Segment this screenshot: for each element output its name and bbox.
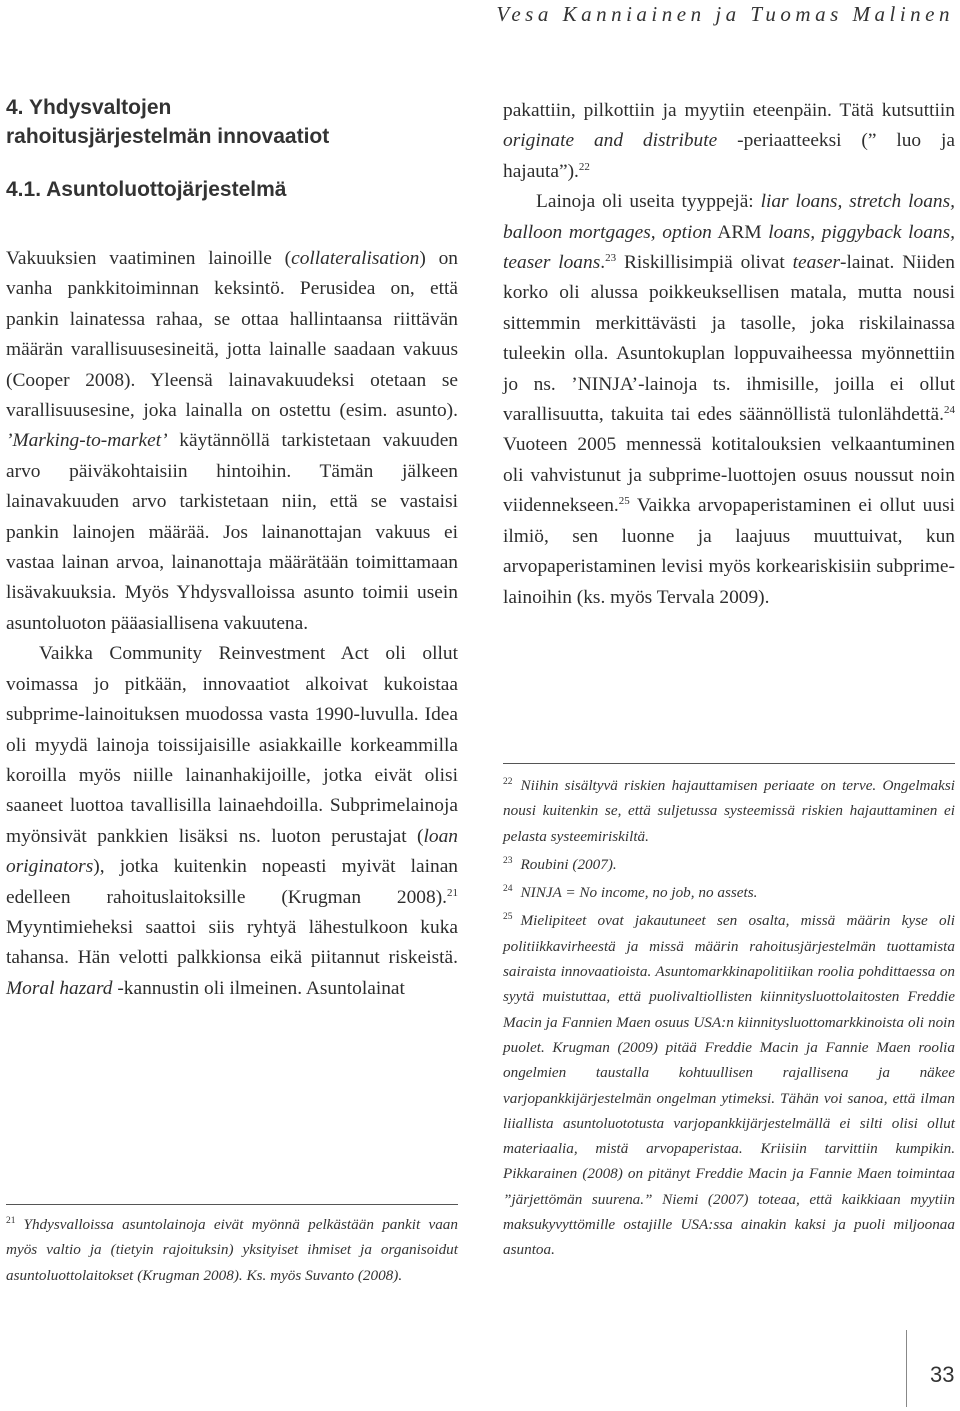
- text-run: -lainat. Niiden korko oli alussa poikkeuksellisen matala, mutta nousi sittemmin merkittävästi ja tasolle, joka riskilainassa tuleekin olla. Asuntokuplan loppuvaiheessa myönnettiin jo ns. ’NINJA’-lainoja ts. ihmisille, joilla ei ollut varallisuutta, takuita tai edes säännöllistä tulonlähdettä.: [503, 252, 955, 426]
- right-paragraph-2: [503, 187, 955, 613]
- italic-term: liar loans, stretch loans, balloon mortgages, option: [503, 191, 955, 243]
- footnotes-left: [6, 1212, 458, 1291]
- footnote-25: [503, 908, 955, 1262]
- text-run: -periaatteeksi (” luo ja hajauta”).: [503, 130, 955, 182]
- footnote-24: [503, 880, 955, 905]
- footnote-21: [6, 1212, 458, 1288]
- text-run: ) on vanha pankkitoiminnan keksintö. Perusidea on, että pankin lainatessa rahaa, se ottaa hallintaansa riittävän määrän varallisuusesineitä, jotta lainalle saadaan vakuus (Cooper 2008). Yleensä lainavakuudeksi otetaan se varallisuusesine, joka lainalla on ostettu (esim. asunto).: [6, 248, 458, 422]
- footnote-number: 25: [503, 912, 513, 923]
- chapter-heading: [6, 93, 458, 151]
- footnote-number: 24: [503, 884, 513, 895]
- section-heading: 4.1. Asuntoluottojärjestelmä: [6, 178, 287, 201]
- text-run: Vuoteen 2005 mennessä kotitalouksien velkaantuminen oli vahvistunut ja subprime-luottojen osuus noussut noin viidennekseen.: [503, 434, 955, 517]
- footnote-ref[interactable]: 25: [618, 495, 630, 508]
- footnote-number: 21: [6, 1216, 16, 1226]
- text-run: Riskillisimpiä olivat: [616, 252, 793, 274]
- footnote-23: [503, 852, 955, 877]
- footnote-ref[interactable]: 21: [447, 886, 458, 899]
- text-run: Vakuuksien vaatiminen lainoille (: [6, 248, 292, 269]
- footnote-divider-right: [503, 763, 955, 764]
- text-run: Myyntimieheksi saattoi siis ryhtyä lähestulkoon kuka tahansa. Hän velotti palkkionsa eikä piitannut riskeistä.: [6, 916, 458, 969]
- footnote-divider-left: [6, 1204, 458, 1205]
- italic-term: ’Marking-to-market’: [6, 430, 168, 452]
- text-run: käytännöllä tarkistetaan vakuuden arvo päiväkohtaisiin hintoihin. Tämän jälkeen lainavakuuden arvo tarkistetaan niin, että se vastaisi pankin lainojen määrää. Jos lainanottajan vakuus ei vastaa lainan arvoa, lainanottaja määrätään toimittamaan lisävakuuksia. Myös Yhdysvalloissa asunto toimii usein asuntoluoton pääasiallisena vakuutena.: [6, 430, 458, 634]
- footnote-text: Mielipiteet ovat jakautuneet sen osalta, missä määrin kyse oli politiikkavirheestä ja missä määrin rahoitusjärjestelmän tuottamista sairaista innovaatioista. Asuntomarkkinapolitiikan roolia pohdittaessa on syytä muistuttaa, että puolivaltiollisten kiinnitysluottolaitosten Freddie Macin ja Fannien Maen osuus USA:n kiinnitysluottomarkkinoista oli noin puolet. Krugman (2009) pitää Freddie Macin ja Fannie Maen roolia ongelmien taustalla kohtuullisen rajallisena ja näkee varjopankkijärjestelmän ongelman ytimeksi. Tähän voi sanoa, että ilman liiallista asuntoluototusta varjopankkijärjestelmällä ei silti olisi ollut materiaalia, mistä arvopaperistaa. Kriisiin tarvittiin kumpikin. Pikkarainen (2008) on pitänyt Freddie Macin ja Fannie Maen toimintaa ”järjettömän suurena.” Niemi (2007) toteaa, että kaikkiaan myytiin maksukyvyttömille ostajille USA:ssa ainakin kaksi ja puoli miljoonaa asuntoa.: [503, 912, 955, 1259]
- italic-term: Moral hazard: [6, 977, 113, 999]
- italic-term: loans, piggyback loans, teaser loans: [503, 221, 955, 274]
- text-run: Vaikka arvopaperistaminen ei ollut uusi ilmiö, sen luonne ja laajuus muuttuivat, kun arvopaperistaminen levisi myös korkeariskisiin subprime-lainoihin (ks. myös Tervala 2009).: [503, 495, 955, 608]
- running-head: Vesa Kanniainen ja Tuomas Malinen: [496, 2, 954, 26]
- footnote-number: 22: [503, 777, 513, 787]
- text-run: -kannustin oli ilmeinen. Asuntolainat: [112, 977, 405, 999]
- footnote-ref[interactable]: 24: [944, 404, 955, 417]
- left-paragraph-2: [6, 639, 458, 1004]
- text-run: Lainoja oli useita tyyppejä:: [536, 191, 761, 213]
- footnote-text: NINJA = No income, no job, no assets.: [520, 884, 758, 902]
- italic-term: teaser: [792, 252, 840, 274]
- footnote-22: [503, 773, 955, 849]
- right-paragraph-1: [503, 96, 955, 187]
- page-number-divider: [906, 1330, 907, 1407]
- left-column-body: [6, 244, 458, 1004]
- page-number: 33: [930, 1362, 955, 1387]
- text-run: pakattiin, pilkottiin ja myytiin eteenpäin. Tätä kutsuttiin: [503, 100, 955, 121]
- italic-term: originate and distribute: [503, 130, 718, 152]
- text-run: ARM: [711, 221, 769, 243]
- footnotes-right: [503, 773, 955, 1266]
- footnote-text: Niihin sisältyvä riskien hajauttamisen periaate on terve. Ongelmaksi nousi kuitenkin se, että suljetussa systeemissä riskien hajauttaminen ei pelasta systeemiriskiltä.: [503, 777, 955, 845]
- text-run: Vaikka Community Reinvestment Act oli ollut voimassa jo pitkään, innovaatiot alkoivat kukoistaa subprime-lainoituksen muodossa vasta 1990-luvulla. Idea oli myydä lainoja toissijaisille asiakkaille korkeammilla koroilla myös niille lainanhakijoille, jotka eivät olisi saaneet luottoa tavallisilla lainaehdoilla. Subprimelainoja myönsivät pankkien lisäksi ns. luoton perustajat (: [6, 643, 458, 847]
- footnote-number: 23: [503, 855, 513, 866]
- right-column-body: [503, 96, 955, 613]
- text-run: .: [600, 252, 606, 274]
- footnote-ref[interactable]: 23: [605, 252, 617, 265]
- italic-term: loan originators: [6, 825, 458, 878]
- chapter-heading-line1: 4. Yhdysvaltojen: [6, 96, 172, 119]
- footnote-text: Yhdysvalloissa asuntolainoja eivät myönnä pelkästään pankit vaan myös valtio ja (tietyin rajoituksin) yksityiset ihmiset ja organisoidut asuntoluottolaitokset (Krugman 2008). Ks. myös Suvanto (2008).: [6, 1216, 458, 1284]
- footnote-text: Roubini (2007).: [520, 855, 617, 873]
- left-paragraph-1: [6, 244, 458, 639]
- chapter-heading-line2: rahoitusjärjestelmän innovaatiot: [6, 125, 330, 148]
- footnote-ref[interactable]: 22: [578, 160, 590, 173]
- text-run: ), jotka kuitenkin nopeasti myivät lainan edelleen rahoituslaitoksille (Krugman 2008).: [6, 856, 458, 908]
- italic-term: collateralisation: [291, 248, 420, 269]
